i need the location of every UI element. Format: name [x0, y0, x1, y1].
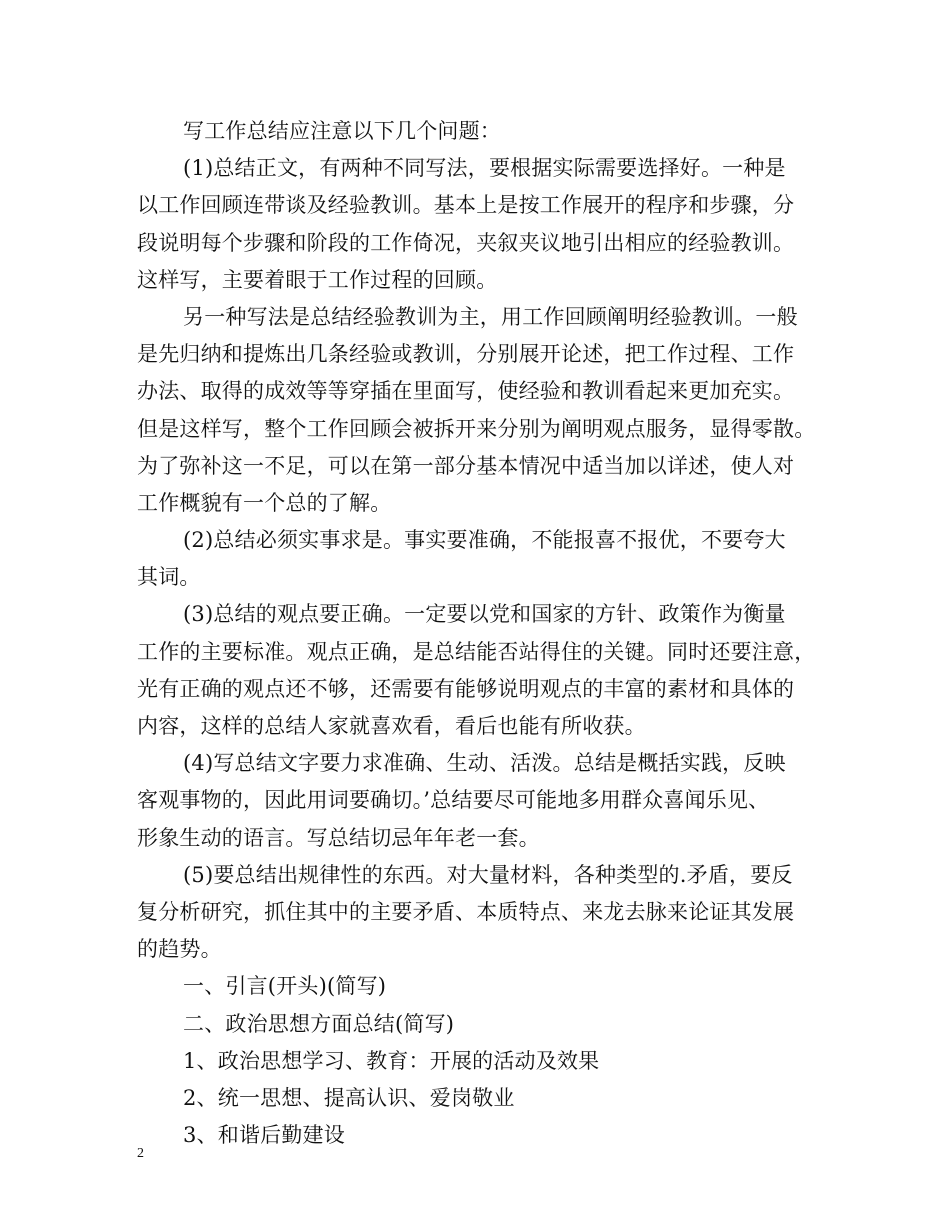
text-line: 这样写，主要着眼于工作过程的回顾。: [137, 267, 498, 292]
text-line: 写工作总结应注意以下几个问题：: [183, 119, 501, 143]
section-heading: 一、引言(开头)(简写): [183, 974, 387, 999]
text-line: (4)写总结文字要力求准确、生动、活泼。总结是概括实践，反映: [183, 751, 786, 776]
text-line: (3)总结的观点要正确。一定要以党和国家的方针、政策作为衡量: [183, 602, 786, 627]
text-line: 工作的主要标准。观点正确，是总结能否站得住的关键。同时还要注意，: [137, 639, 816, 664]
text-line: 复分析研究，抓住其中的主要矛盾、本质特点、来龙去脉来论证其发展: [137, 899, 795, 924]
text-line: 客观事物的，因此用词要确切。’总结要尽可能地多用群众喜闻乐见、: [137, 788, 770, 813]
text-line: (5)要总结出规律性的东西。对大量材料，各种类型的.矛盾，要反: [183, 862, 793, 887]
text-line: 为了弥补这一不足，可以在第一部分基本情况中适当加以详述，使人对: [137, 453, 795, 478]
text-line: 工作概貌有一个总的了解。: [137, 490, 392, 515]
text-line: 其词。: [137, 565, 201, 590]
section-heading: 二、政治思想方面总结(简写): [183, 1011, 455, 1036]
text-line: 的趋势。: [137, 937, 222, 962]
text-line: (1)总结正文，有两种不同写法，要根据实际需要选择好。一种是: [183, 156, 786, 181]
document-body: [137, 113, 827, 1154]
text-line: 但是这样写，整个工作回顾会被拆开来分别为阐明观点服务，显得零散。: [137, 416, 816, 441]
text-line: 另一种写法是总结经验教训为主，用工作回顾阐明经验教训。一般: [183, 304, 798, 329]
text-line: (2)总结必须实事求是。事实要准确，不能报喜不报优，不要夸大: [183, 528, 786, 553]
list-item: 3、和谐后勤建设: [183, 1123, 345, 1148]
text-line: 是先归纳和提炼出几条经验或教训，分别展开论述，把工作过程、工作: [137, 342, 795, 367]
text-line: 办法、取得的成效等等穿插在里面写，使经验和教训看起来更加充实。: [137, 379, 795, 404]
text-line: 内容，这样的总结人家就喜欢看，看后也能有所收获。: [137, 714, 646, 738]
text-line: 以工作回顾连带谈及经验教训。基本上是按工作展开的程序和步骤，分: [137, 193, 795, 218]
list-item: 1、政治思想学习、教育：开展的活动及效果: [183, 1048, 600, 1073]
list-item: 2、统一思想、提高认识、爱岗敬业: [183, 1085, 515, 1110]
text-line: 形象生动的语言。写总结切忌年年老一套。: [137, 825, 540, 850]
text-line: 段说明每个步骤和阶段的工作倚况，夹叙夹议地引出相应的经验教训。: [137, 230, 795, 255]
text-line: 光有正确的观点还不够，还需要有能够说明观点的丰富的素材和具体的: [137, 676, 795, 701]
page-number: 2: [137, 1146, 144, 1161]
